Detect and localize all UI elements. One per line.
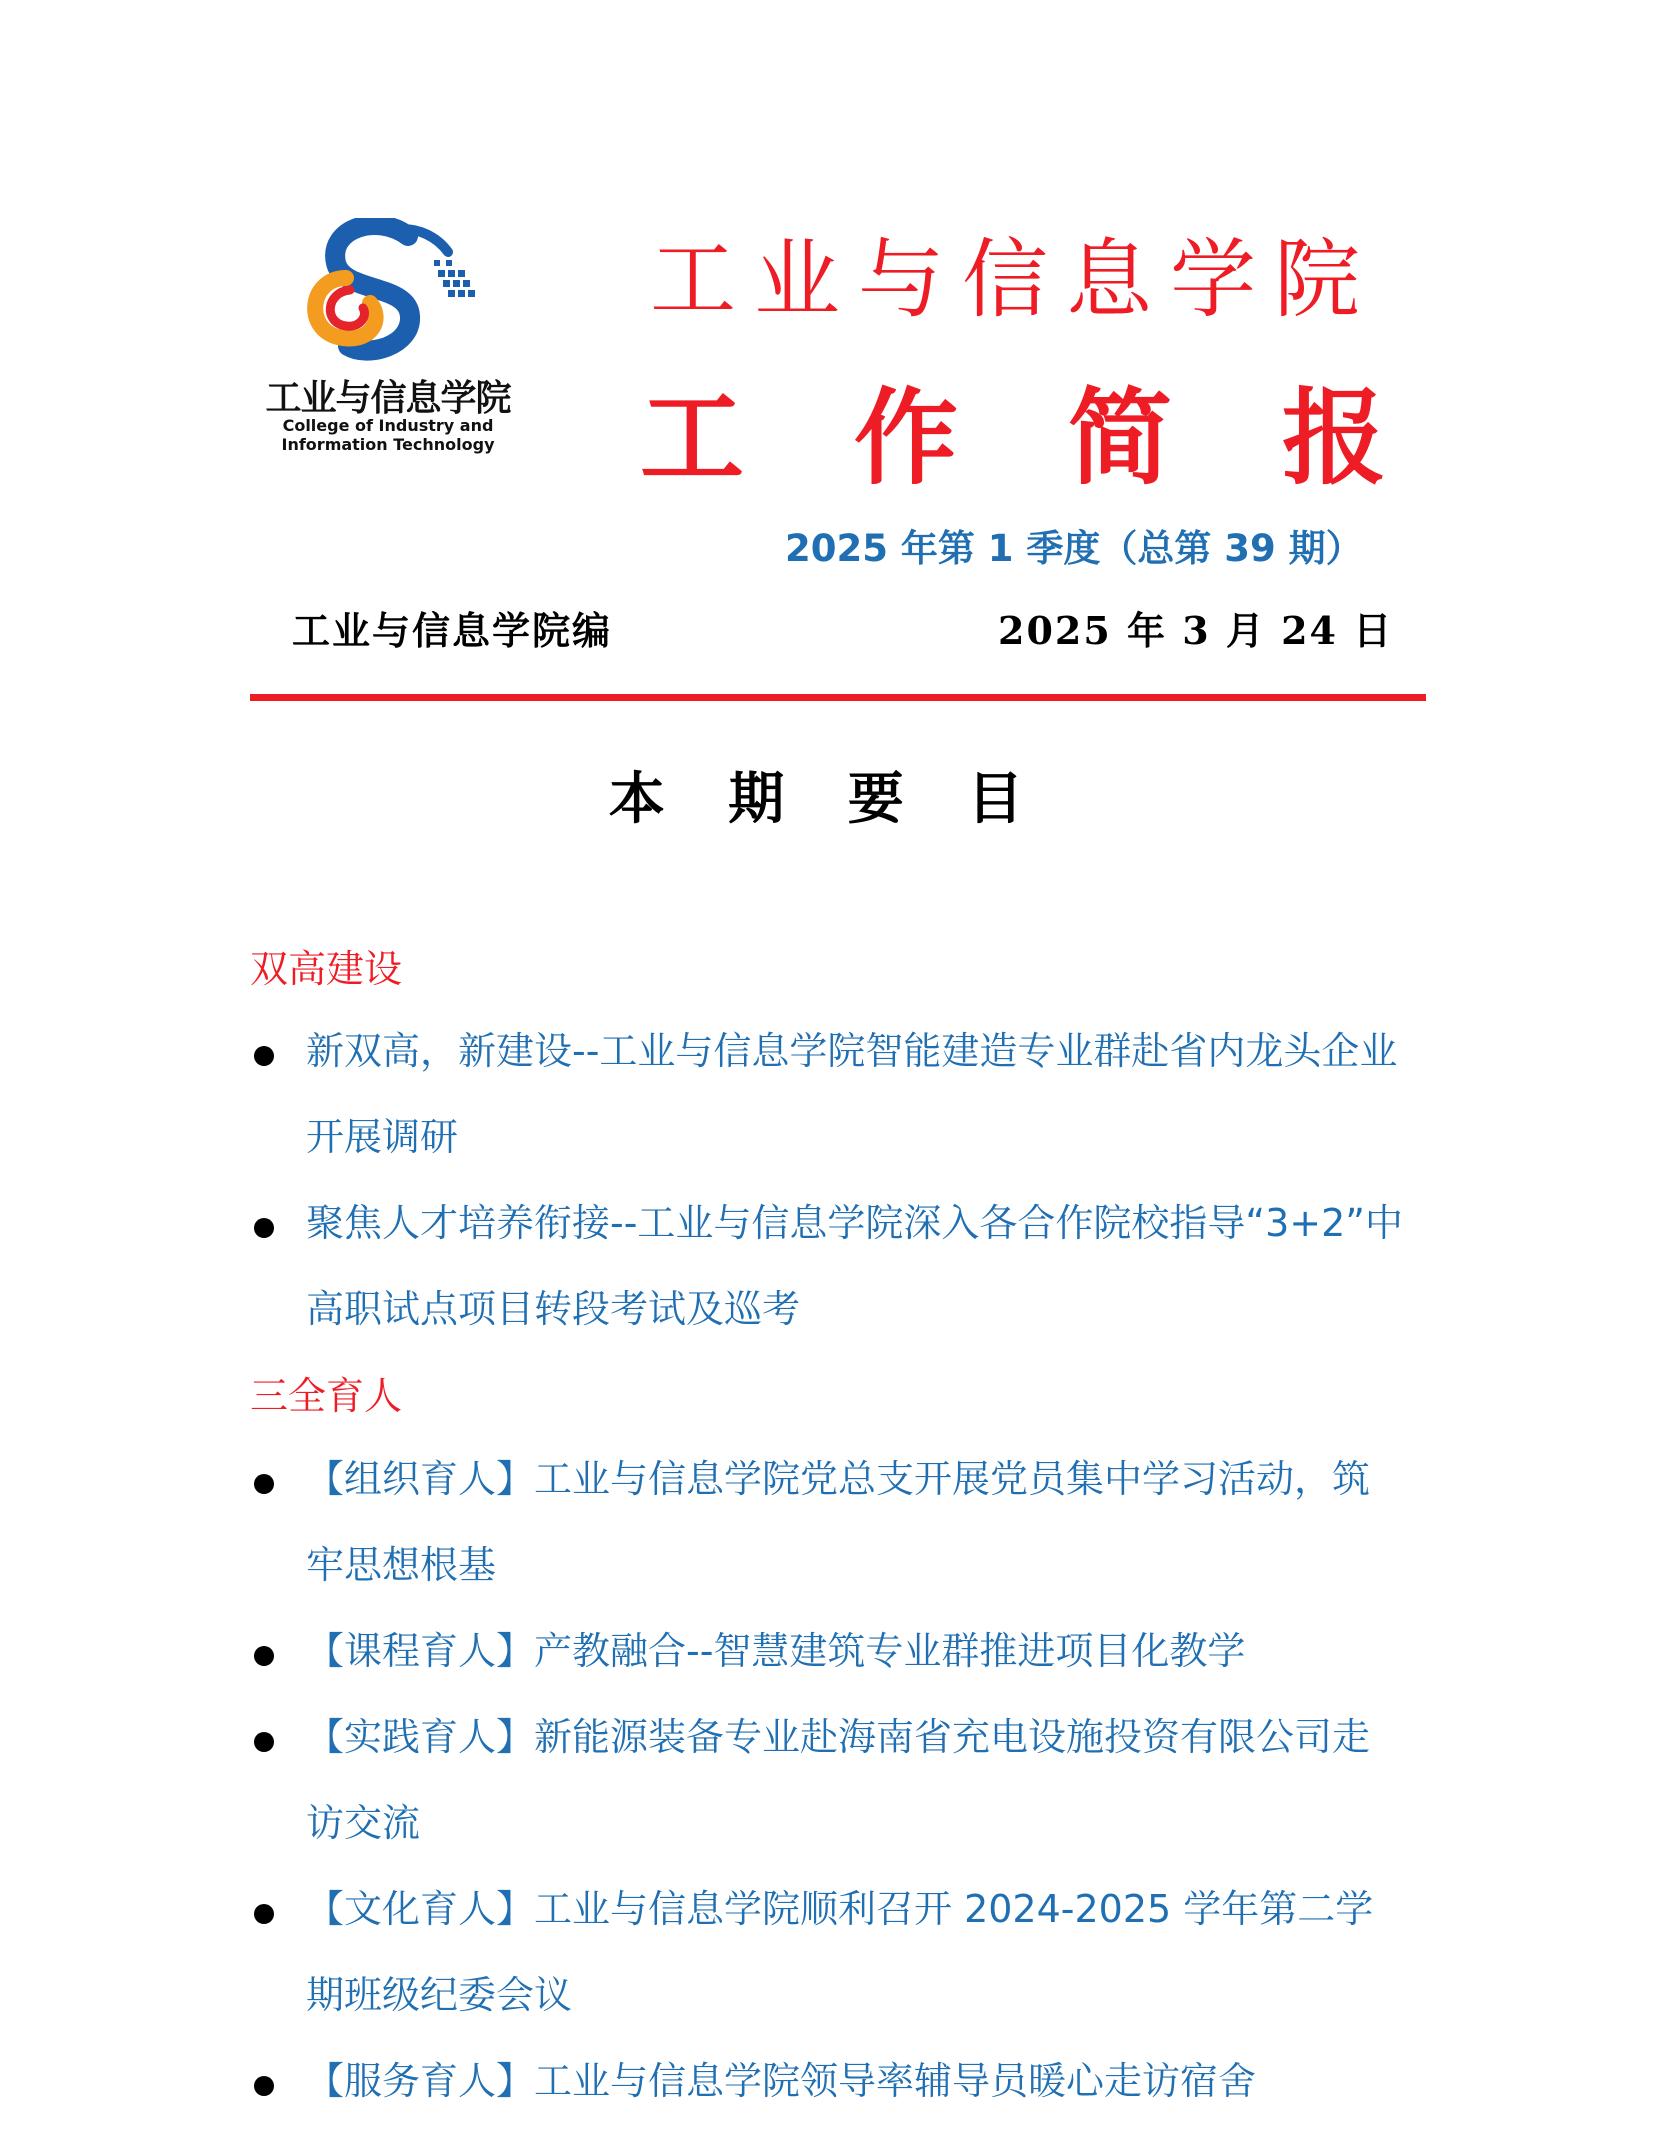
college-logo: [248, 218, 533, 458]
brief-title: 工作简报: [640, 376, 1497, 499]
logo-name-cn: 工业与信息学院: [265, 378, 511, 419]
toc-item-text: 新双高，新建设--工业与信息学院智能建造专业群赴省内龙头企业开展调研: [306, 1029, 1398, 1159]
bullet-icon: [254, 1218, 274, 1238]
section-label-sanquan: 三全育人: [250, 1374, 403, 1418]
org-title: 工业与信息学院: [650, 230, 1378, 330]
toc-heading: 本 期 要 目: [608, 766, 1046, 832]
logo-emblem-icon: [288, 218, 488, 368]
logo-name-en-line1: College of Industry and: [282, 416, 494, 435]
toc-item-text: 【课程育人】产教融合--智慧建筑专业群推进项目化教学: [306, 1629, 1246, 1673]
section-label-shuanggao: 双高建设: [250, 947, 403, 991]
logo-name-en: [248, 416, 528, 454]
issue-number: 2025 年第 1 季度（总第 39 期）: [785, 527, 1363, 570]
logo-name-en-line2: Information Technology: [281, 435, 495, 454]
bullet-icon: [254, 1904, 274, 1924]
bullet-icon: [254, 1046, 274, 1066]
bullet-icon: [254, 1732, 274, 1752]
masthead-divider: [250, 694, 1426, 701]
bullet-icon: [254, 1646, 274, 1666]
toc-item-text: 聚焦人才培养衔接--工业与信息学院深入各合作院校指导“3+2”中高职试点项目转段考试及巡考: [306, 1201, 1403, 1331]
toc-item-text: 【服务育人】工业与信息学院领导率辅导员暖心走访宿舍: [306, 2059, 1257, 2103]
bullet-icon: [254, 1474, 274, 1494]
toc-item-text: 【文化育人】工业与信息学院顺利召开 2024-2025 学年第二学期班级纪委会议: [306, 1887, 1374, 2017]
publish-date: 2025 年 3 月 24 日: [998, 608, 1394, 653]
toc-item-text: 【实践育人】新能源装备专业赴海南省充电设施投资有限公司走访交流: [306, 1715, 1371, 1845]
bullet-icon: [254, 2076, 274, 2096]
toc-item-text: 【组织育人】工业与信息学院党总支开展党员集中学习活动，筑牢思想根基: [306, 1457, 1371, 1587]
editor-line: 工业与信息学院编: [292, 608, 613, 653]
